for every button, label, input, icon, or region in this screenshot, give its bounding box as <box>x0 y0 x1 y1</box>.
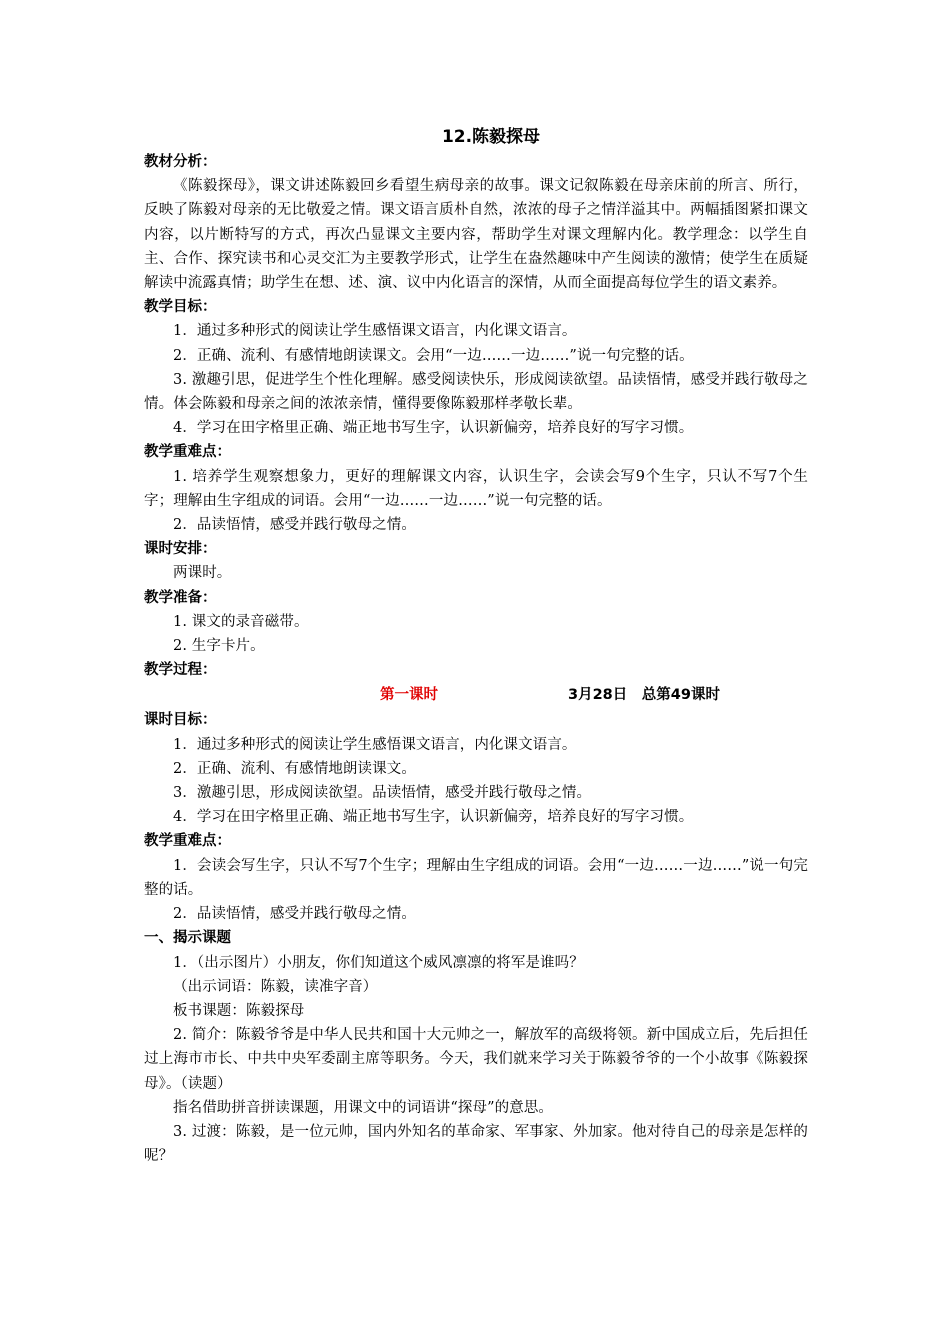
goal-item: 4．学习在田字格里正确、端正地书写生字，认识新偏旁，培养良好的写字习惯。 <box>173 420 694 437</box>
document-content <box>144 124 808 1168</box>
analysis-paragraph: 《陈毅探母》，课文讲述陈毅回乡看望生病母亲的故事。课文记叙陈毅在母亲床前的所言、所行，反映了陈毅对母亲的无比敬爱之情。课文语言质朴自然，浓浓的母子之情洋溢其中。两幅插图紧扣课文内容，以片断特写的方式，再次凸显课文主要内容，帮助学生对课文理解内化。教学理念：以学生自主、合作、探究读书和心灵交汇为主要教学形式，让学生在盎然趣味中产生阅读的激情；使学生在质疑解读中流露真情；助学生在想、述、演、议中内化语言的深情，从而全面提高每位学生的语文素养。 <box>144 178 808 292</box>
step1-item: 板书课题：陈毅探母 <box>173 1002 305 1019</box>
step1-item: 1．（出示图片）小朋友，你们知道这个威风凛凛的将军是谁吗？ <box>173 954 584 971</box>
step1-item: 2. 简介：陈毅爷爷是中华人民共和国十大元帅之一，解放军的高级将领。新中国成立后，先后担任过上海市市长、中共中央军委副主席等职务。今天，我们就来学习关于陈毅爷爷的一个小故事《陈毅探母》。（读题） <box>144 1027 808 1092</box>
goal-item: 1．通过多种形式的阅读让学生感悟课文语言，内化课文语言。 <box>173 323 577 340</box>
goal-item: 3. 激趣引思，促进学生个性化理解。感受阅读快乐，形成阅读欲望。品读悟情，感受并践行敬母之情。体会陈毅和母亲之间的浓浓亲情，懂得要像陈毅那样孝敬长辈。 <box>144 371 808 413</box>
lesson-goals-heading: 课时目标： <box>144 712 217 729</box>
prep-item: 1. 课文的录音磁带。 <box>173 613 309 630</box>
prep-heading: 教学准备： <box>144 589 217 606</box>
lesson-keypoint-item: 1．会读会写生字，只认不写7个生字；理解由生字组成的词语。会用“一边……一边……”说一句完整的话。 <box>144 857 808 898</box>
step1-item: 3. 过渡：陈毅，是一位元帅，国内外知名的革命家、军事家、外加家。他对待自己的母亲是怎样的呢？ <box>144 1123 808 1165</box>
step1-item: 指名借助拼音拼读课题，用课文中的词语讲“探母”的意思。 <box>173 1099 554 1116</box>
process-heading: 教学过程： <box>144 662 217 679</box>
lesson-goal-item: 3．激趣引思，形成阅读欲望。品读悟情，感受并践行敬母之情。 <box>173 785 592 802</box>
prep-item: 2. 生字卡片。 <box>173 638 265 655</box>
keypoint-item: 1. 培养学生观察想象力，更好的理解课文内容，认识生字，会读会写9个生字，只认不写7个生字；理解由生字组成的词语。会用“一边……一边……”说一句完整的话。 <box>144 468 808 509</box>
lesson-goal-item: 4．学习在田字格里正确、端正地书写生字，认识新偏旁，培养良好的写字习惯。 <box>173 809 694 826</box>
keypoints-heading: 教学重难点： <box>144 444 231 461</box>
lesson-goal-item: 2．正确、流利、有感情地朗读课文。 <box>173 760 416 777</box>
page-title: 12.陈毅探母 <box>441 127 541 147</box>
keypoint-item: 2．品读悟情，感受并践行敬母之情。 <box>173 517 416 534</box>
goal-item: 2．正确、流利、有感情地朗读课文。会用“一边……一边……”说一句完整的话。 <box>173 347 694 364</box>
lesson-keypoint-item: 2．品读悟情，感受并践行敬母之情。 <box>173 906 416 923</box>
schedule-text: 两课时。 <box>173 565 232 582</box>
goals-heading: 教学目标： <box>144 299 217 316</box>
lesson-keypoints-heading: 教学重难点： <box>144 833 231 850</box>
lesson-date: 3月28日 总第49课时 <box>568 687 720 704</box>
lesson-header <box>144 682 808 708</box>
step1-item: （出示词语：陈毅，读准字音） <box>173 978 378 995</box>
schedule-heading: 课时安排： <box>144 541 217 558</box>
lesson-goal-item: 1．通过多种形式的阅读让学生感悟课文语言，内化课文语言。 <box>173 736 577 753</box>
lesson-title: 第一课时 <box>380 687 438 704</box>
analysis-heading: 教材分析： <box>144 154 217 170</box>
step1-heading: 一、揭示课题 <box>144 930 231 947</box>
